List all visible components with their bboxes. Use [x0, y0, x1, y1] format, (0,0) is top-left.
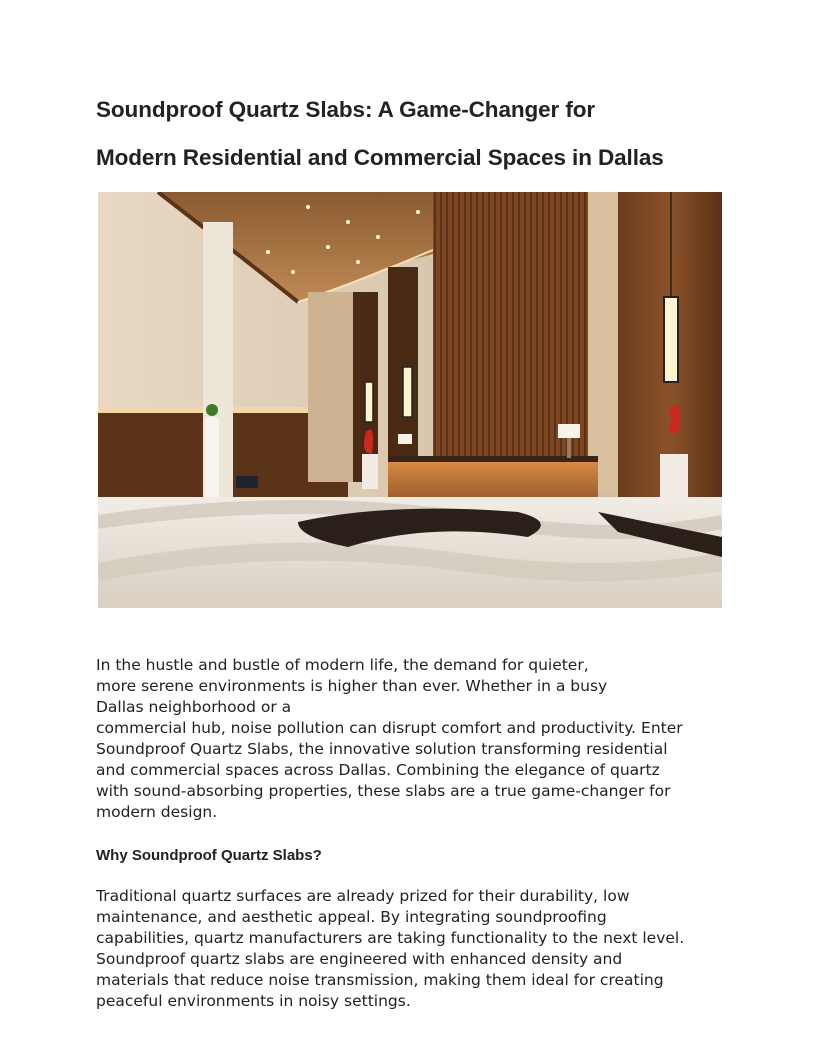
hero-image — [98, 192, 722, 608]
section-line: maintenance, and aesthetic appeal. By integrating soundproofing — [96, 908, 607, 926]
intro-line: Dallas neighborhood or a — [96, 698, 292, 716]
section-heading: Why Soundproof Quartz Slabs? — [96, 847, 322, 864]
section-line: Soundproof quartz slabs are engineered with enhanced density and — [96, 950, 623, 968]
section-paragraph — [96, 886, 736, 1012]
intro-line: commercial hub, noise pollution can disrupt comfort and productivity. Enter — [96, 719, 683, 737]
section-line: capabilities, quartz manufacturers are taking functionality to the next level. — [96, 929, 685, 947]
intro-line: In the hustle and bustle of modern life, the demand for quieter, — [96, 656, 589, 674]
intro-line: more serene environments is higher than ever. Whether in a busy — [96, 677, 608, 695]
article-title-line-2: Modern Residential and Commercial Spaces in Dallas — [96, 145, 664, 170]
section-line: Traditional quartz surfaces are already prized for their durability, low — [96, 887, 630, 905]
intro-line: Soundproof Quartz Slabs, the innovative solution transforming residential — [96, 740, 668, 758]
intro-line: with sound-absorbing properties, these slabs are a true game-changer for — [96, 782, 671, 800]
intro-line: modern design. — [96, 803, 218, 821]
section-line: materials that reduce noise transmission, making them ideal for creating — [96, 971, 664, 989]
article-title-line-1: Soundproof Quartz Slabs: A Game-Changer for — [96, 97, 596, 122]
intro-line: and commercial spaces across Dallas. Combining the elegance of quartz — [96, 761, 660, 779]
section-line: peaceful environments in noisy settings. — [96, 992, 411, 1010]
intro-paragraph — [96, 655, 736, 823]
